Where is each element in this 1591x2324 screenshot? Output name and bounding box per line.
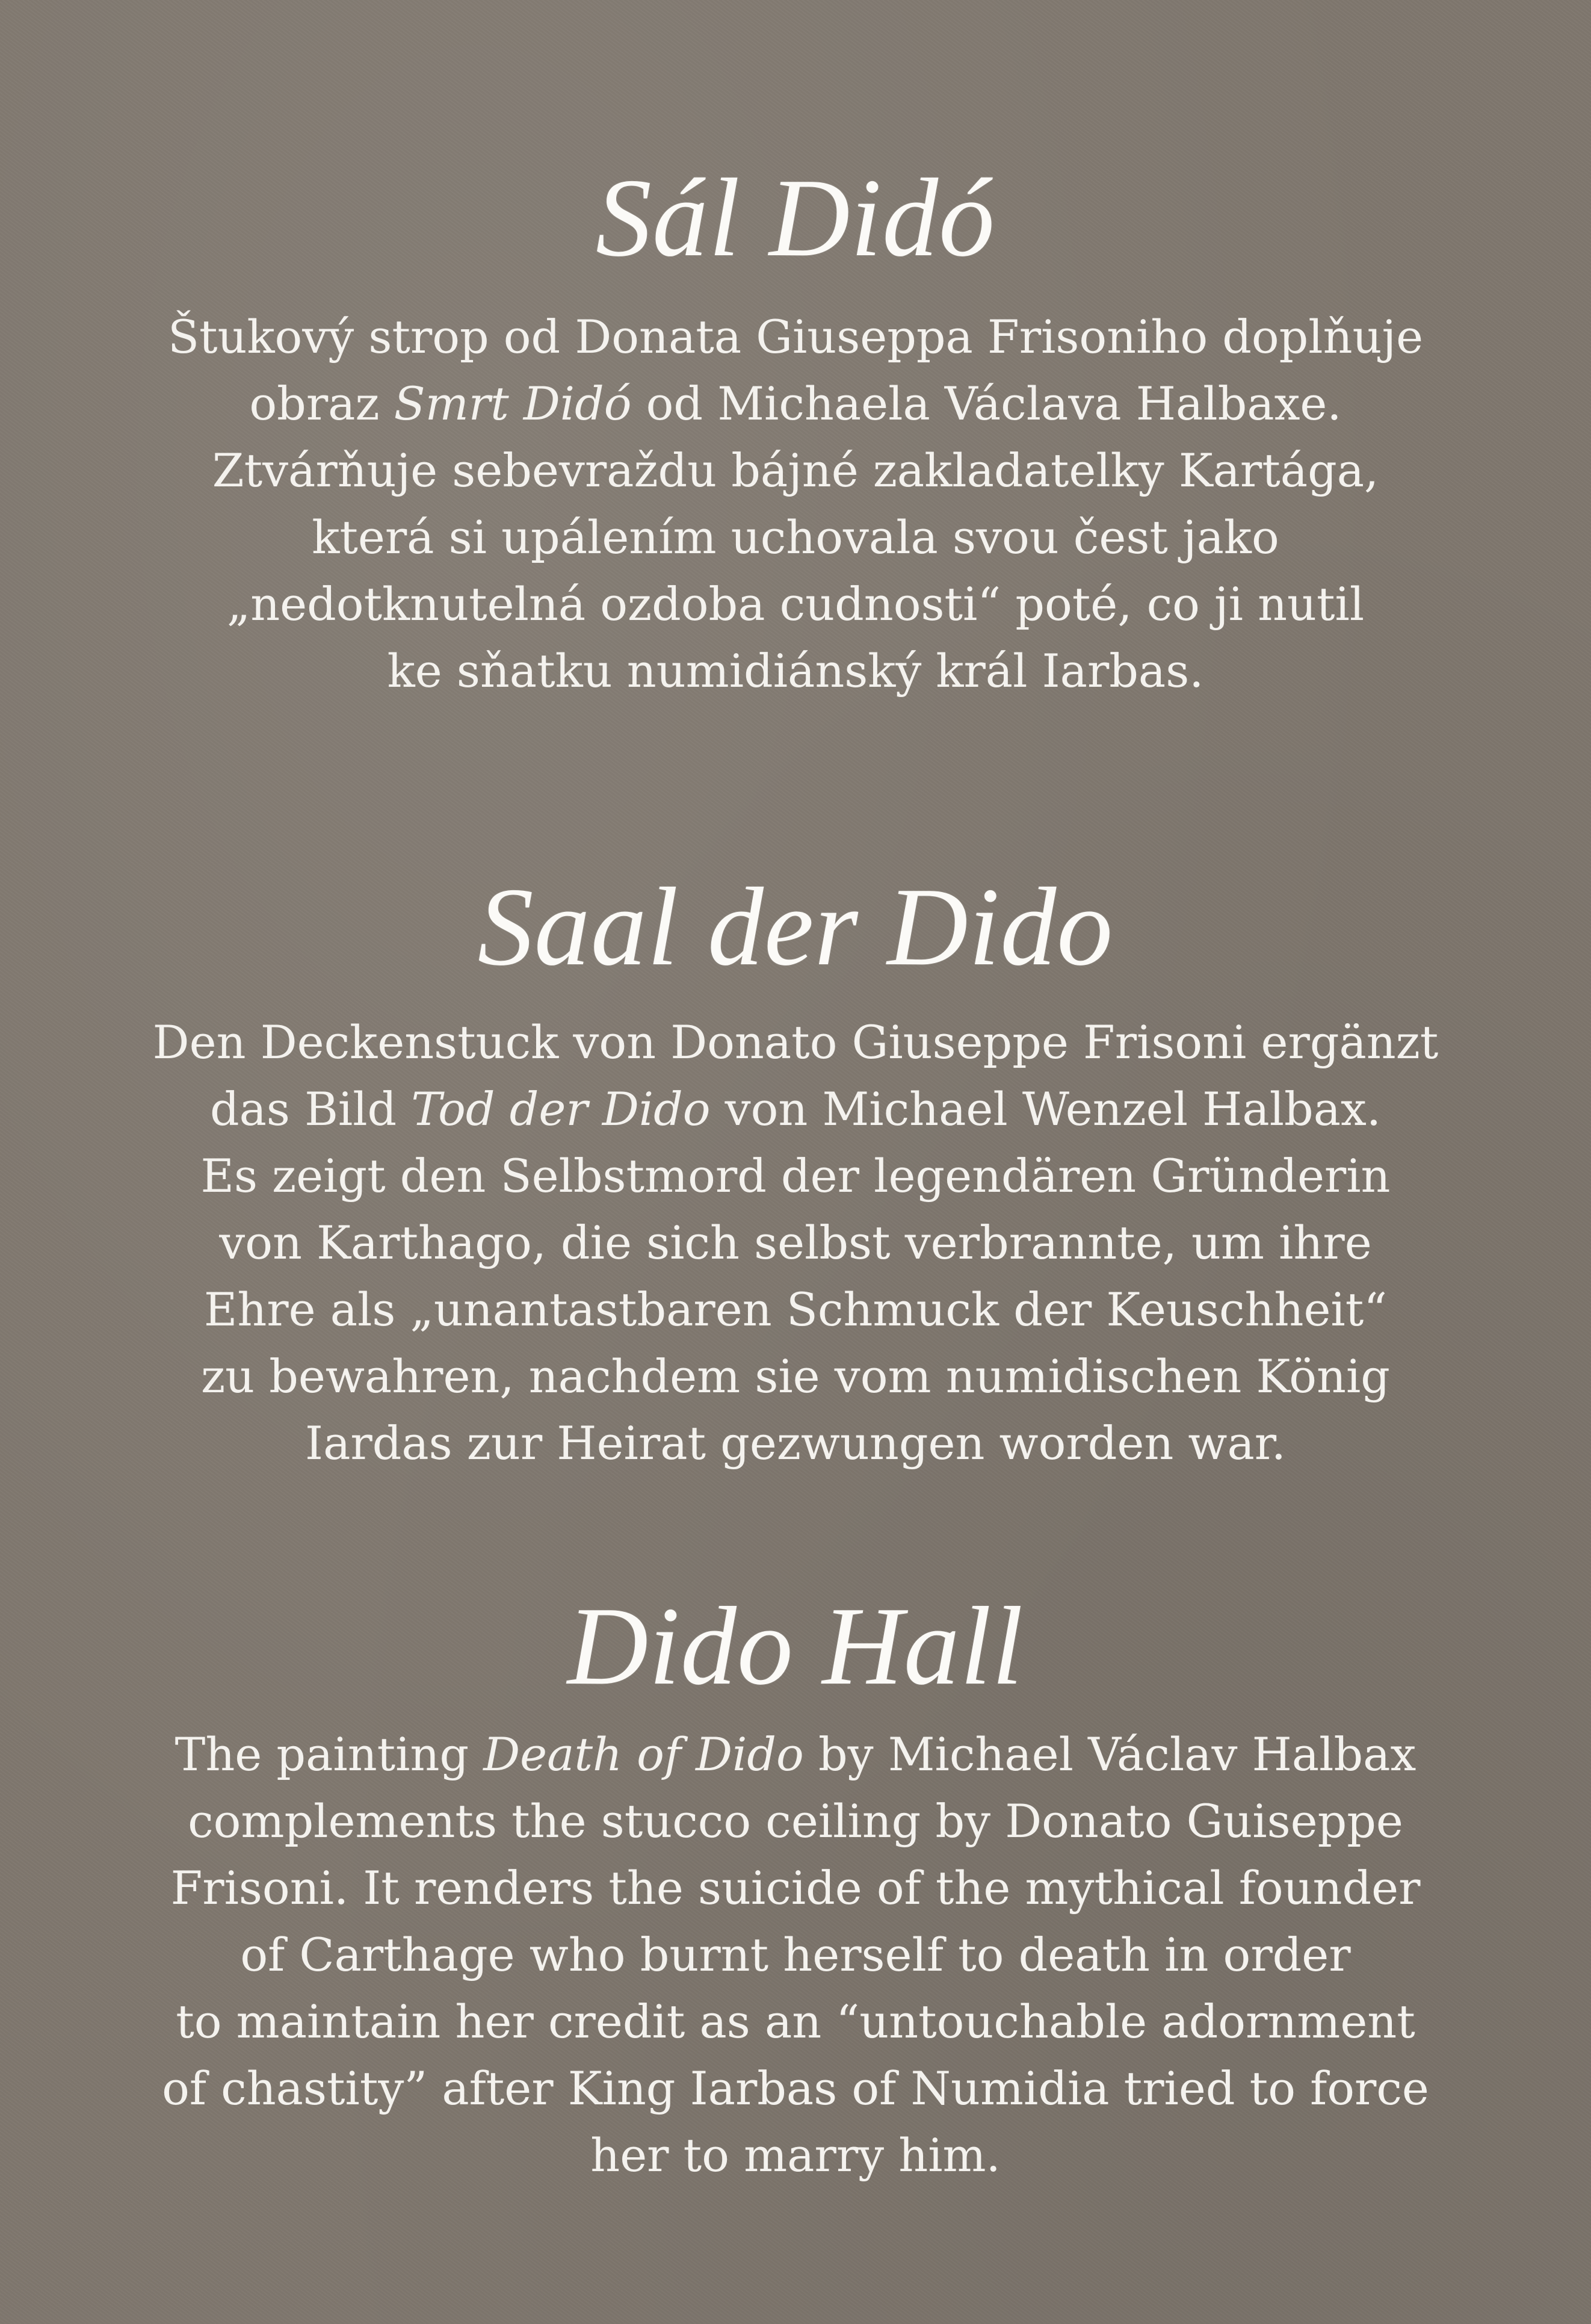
text-line [0,1921,1591,1988]
text-line [0,1142,1591,1209]
text-segment: of chastity” after King Iarbas of Numidia tried to force [162,2062,1429,2115]
text-line [0,1209,1591,1276]
painting-title: Smrt Didó [394,377,632,430]
text-segment: Štukový strop od Donata Giuseppa Frisoniho doplňuje [167,310,1424,364]
text-segment: Den Deckenstuck von Donato Giuseppe Frisoni ergänzt [152,1015,1439,1069]
text-line [0,571,1591,637]
text-line [0,637,1591,704]
section-title: Dido Hall [567,1584,1024,1708]
section-body [0,1721,1591,2189]
text-line [0,303,1591,370]
text-line [0,1855,1591,1921]
text-line [0,1276,1591,1343]
text-segment: her to marry him. [590,2128,1001,2182]
text-segment: ke sňatku numidiánský král Iarbas. [387,644,1204,698]
text-line [0,1410,1591,1477]
section-body [0,303,1591,704]
text-segment: complements the stucco ceiling by Donato Guiseppe [188,1794,1403,1848]
text-segment: Frisoni. It renders the suicide of the mythical founder [170,1861,1421,1915]
text-segment: von Michael Wenzel Halbax. [710,1082,1382,1136]
text-line [0,504,1591,571]
section-german [0,867,1591,1477]
text-line [0,1076,1591,1142]
text-segment: Ehre als „unantastbaren Schmuck der Keuschheit“ [203,1283,1388,1336]
text-segment: by Michael Václav Halbax [803,1728,1416,1781]
text-segment: Iardas zur Heirat gezwungen worden war. [305,1416,1286,1470]
text-segment: Ztvárňuje sebevraždu bájné zakladatelky Kartága, [212,444,1379,497]
text-line [0,1009,1591,1076]
section-title: Saal der Dido [477,865,1114,989]
text-line [0,370,1591,437]
text-segment: obraz [249,377,394,430]
text-segment: von Karthago, die sich selbst verbrannte, um ihre [219,1216,1372,1269]
section-english [0,1586,1591,2189]
text-segment: „nedotknutelná ozdoba cudnosti“ poté, co ji nutil [226,577,1365,631]
section-body [0,1009,1591,1477]
section-title: Sál Didó [595,156,996,280]
text-line [0,437,1591,504]
painting-title: Death of Dido [483,1728,804,1781]
painting-title: Tod der Dido [411,1082,711,1136]
text-segment: zu bewahren, nachdem sie vom numidischen König [201,1349,1390,1403]
text-line [0,1788,1591,1855]
text-segment: to maintain her credit as an “untouchable adornment [176,1995,1415,2048]
text-segment: The painting [175,1728,484,1781]
section-czech [0,158,1591,704]
text-line [0,1721,1591,1788]
text-line [0,1343,1591,1410]
text-line [0,2122,1591,2189]
text-segment: která si upálením uchovala svou čest jako [312,510,1279,564]
text-segment: Es zeigt den Selbstmord der legendären Gründerin [200,1149,1391,1203]
text-segment: od Michaela Václava Halbaxe. [631,377,1342,430]
text-line [0,1988,1591,2055]
text-line [0,2055,1591,2122]
text-segment: of Carthage who burnt herself to death in order [240,1928,1351,1982]
text-segment: das Bild [209,1082,412,1136]
